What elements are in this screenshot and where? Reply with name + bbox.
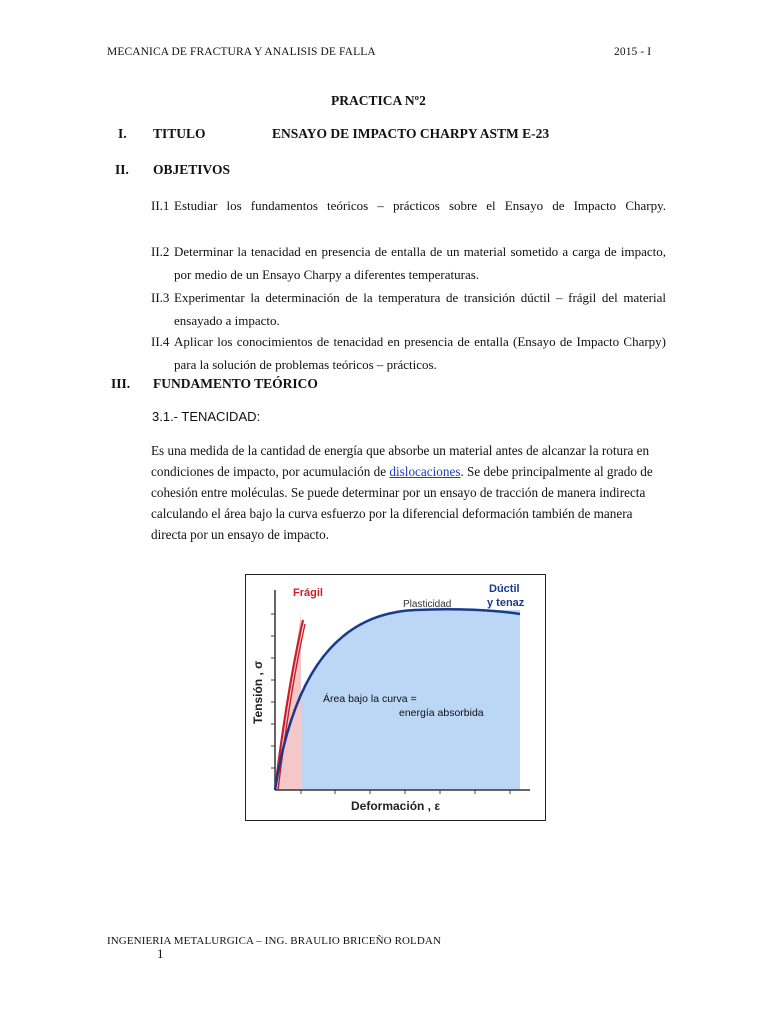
y-axis-label: Tensión , σ bbox=[251, 660, 265, 724]
paragraph-text-before: Es una medida de la cantidad de energía que absorbe un material antes de alcanzar la rotura en condiciones de impacto, por acumulación de bbox=[151, 443, 650, 479]
subsection-title: 3.1.- TENACIDAD: bbox=[152, 409, 261, 424]
tenacity-paragraph bbox=[151, 440, 671, 545]
header-term: 2015 - I bbox=[614, 46, 652, 58]
section-2-number: II. bbox=[115, 162, 129, 177]
x-axis-label: Deformación , ε bbox=[351, 799, 441, 813]
objective-number: II.4 bbox=[151, 334, 170, 349]
objective-item bbox=[151, 194, 666, 217]
objective-item bbox=[151, 330, 666, 376]
ductil-label-line2: y tenaz bbox=[487, 597, 525, 609]
area-label-1: Área bajo la curva = bbox=[323, 693, 417, 705]
objective-number: II.1 bbox=[151, 198, 170, 213]
section-3-label: FUNDAMENTO TEÓRICO bbox=[153, 376, 318, 391]
stress-strain-diagram bbox=[245, 574, 546, 821]
objective-number: II.2 bbox=[151, 244, 170, 259]
objective-text: Estudiar los fundamentos teóricos – prácticos sobre el Ensayo de Impacto Charpy. bbox=[174, 198, 666, 213]
objective-item bbox=[151, 286, 666, 332]
header-course: MECANICA DE FRACTURA Y ANALISIS DE FALLA bbox=[107, 46, 376, 58]
area-label-2: energía absorbida bbox=[399, 707, 484, 719]
objective-number: II.3 bbox=[151, 290, 170, 305]
document-title: PRACTICA Nº2 bbox=[331, 93, 426, 108]
stress-strain-figure bbox=[245, 574, 546, 821]
plasticidad-label: Plasticidad bbox=[403, 599, 452, 610]
ductil-label-line1: Dúctil bbox=[489, 583, 520, 595]
objective-text: Experimentar la determinación de la temperatura de transición dúctil – frágil del material ensayado a impacto. bbox=[174, 290, 666, 328]
objective-item bbox=[151, 240, 666, 286]
section-1-number: I. bbox=[118, 126, 127, 141]
objective-text: Aplicar los conocimientos de tenacidad en presencia de entalla (Ensayo de Impacto Charpy) para la solución de problemas teóricos – prácticos. bbox=[174, 334, 666, 372]
fragil-label: Frágil bbox=[293, 587, 323, 599]
paragraph-text-after: . Se debe principalmente al grado de cohesión entre moléculas. Se puede determinar por un ensayo de tracción de manera indirecta calculando el área bajo la curva esfuerzo por la diferencial deformación también de manera directa por un ensayo de impacto. bbox=[151, 464, 653, 542]
footer-credit: INGENIERIA METALURGICA – ING. BRAULIO BRICEÑO ROLDAN bbox=[107, 935, 441, 947]
dislocaciones-link[interactable]: dislocaciones bbox=[389, 464, 461, 479]
section-1-label: TITULO bbox=[153, 126, 206, 141]
section-2-label: OBJETIVOS bbox=[153, 162, 231, 177]
section-1-value: ENSAYO DE IMPACTO CHARPY ASTM E-23 bbox=[272, 126, 550, 141]
section-3-number: III. bbox=[111, 376, 131, 391]
page-number: 1 bbox=[157, 946, 164, 961]
objective-text: Determinar la tenacidad en presencia de entalla de un material sometido a carga de impacto, por medio de un Ensayo Charpy a diferentes temperaturas. bbox=[174, 244, 666, 282]
